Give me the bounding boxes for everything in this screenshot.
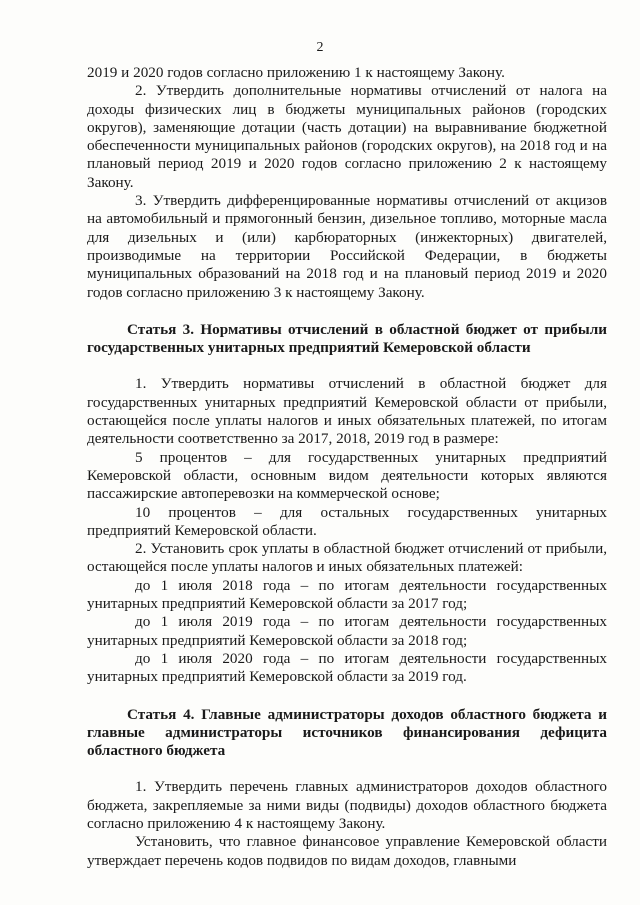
paragraph: 1. Утвердить перечень главных администраторов доходов областного бюджета, закрепляемые за ними виды (подвиды) доходов областного бюджета согласно приложению 4 к настоящему Закону. — [87, 778, 607, 832]
paragraph: 10 процентов – для остальных государственных унитарных предприятий Кемеровской области. — [87, 503, 607, 539]
paragraph: 2. Утвердить дополнительные нормативы отчислений от налога на доходы физических лиц в бюджеты муниципальных районов (городских округов), заменяющие дотации (часть дотации) на выравнивание бюджетной обеспеченности муниципальных районов (городских округов), на 2018 год и на плановый период 2019 и 2020 годов согласно приложению 2 к настоящему Закону. — [87, 82, 607, 191]
paragraph: до 1 июля 2019 года – по итогам деятельности государственных унитарных предприятий Кемеровской области за 2018 год; — [87, 613, 607, 649]
paragraph: 5 процентов – для государственных унитарных предприятий Кемеровской области, основным видом деятельности которых являются пассажирские автоперевозки на коммерческой основе; — [87, 448, 607, 503]
paragraph: 2019 и 2020 годов согласно приложению 1 к настоящему Закону. — [87, 64, 505, 81]
paragraph: 2. Установить срок уплаты в областной бюджет отчислений от прибыли, остающейся после уплаты налогов и иных обязательных платежей: — [87, 540, 607, 576]
article-3-heading: Статья 3. Нормативы отчислений в областной бюджет от прибыли государственных унитарных предприятий Кемеровской области — [87, 320, 607, 357]
paragraph: до 1 июля 2018 года – по итогам деятельности государственных унитарных предприятий Кемеровской области за 2017 год; — [87, 576, 607, 613]
document-body — [87, 64, 607, 870]
paragraph: Установить, что главное финансовое управление Кемеровской области утверждает перечень кодов подвидов по видам доходов, главными — [87, 833, 607, 869]
paragraph: 1. Утвердить нормативы отчислений в областной бюджет для государственных унитарных предприятий Кемеровской области от прибыли, остающейся после уплаты налогов и иных обязательных платежей, по итогам деятельности соответственно за 2017, 2018, 2019 год в размере: — [87, 375, 607, 448]
paragraph: до 1 июля 2020 года – по итогам деятельности государственных унитарных предприятий Кемеровской области за 2019 год. — [87, 649, 607, 686]
paragraph: 3. Утвердить дифференцированные нормативы отчислений от акцизов на автомобильный и прямогонный бензин, дизельное топливо, моторные масла для дизельных и (или) карбюраторных (инжекторных) двигателей, производимые на территории Российской Федерации, в бюджеты муниципальных образований на 2018 год и на плановый период 2019 и 2020 годов согласно приложению 3 к настоящему Закону. — [87, 192, 607, 301]
article-4-heading: Статья 4. Главные администраторы доходов областного бюджета и главные администраторы источников финансирования дефицита областного бюджета — [87, 705, 607, 760]
page-number: 2 — [316, 40, 324, 55]
